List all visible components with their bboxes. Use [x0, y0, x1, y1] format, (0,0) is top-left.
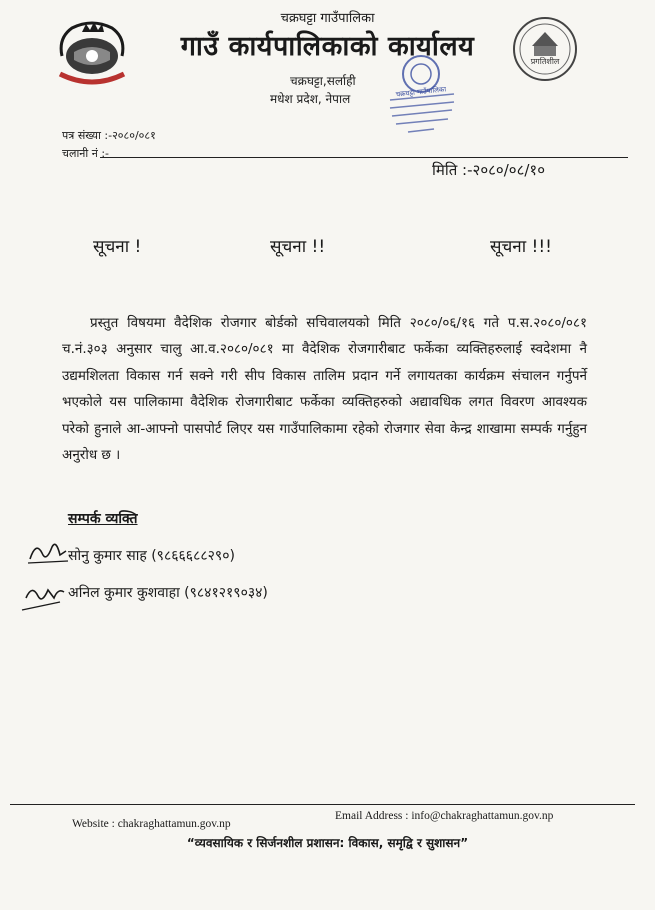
signature-2 [20, 578, 70, 612]
nepal-emblem-icon [52, 18, 132, 90]
contact-heading: सम्पर्क व्यक्ति [68, 511, 138, 527]
footer-website[interactable]: Website : chakraghattamun.gov.np [72, 818, 231, 830]
header-divider [100, 157, 628, 158]
office-stamp [382, 52, 460, 136]
office-title: गाउँ कार्यपालिकाको कार्यालय [180, 31, 475, 62]
address-line-2: मधेश प्रदेश, नेपाल [270, 92, 351, 106]
logo-text: प्रगतिशील [530, 57, 560, 66]
address-line-1: चक्रघट्टा,सर्लाही [290, 74, 356, 88]
notice-heading-2: सूचना !! [270, 237, 326, 257]
dispatch-number: चलानी नं :- [62, 147, 110, 160]
footer-email[interactable]: Email Address : info@chakraghattamun.gov.np [335, 810, 554, 822]
contact-person-1: सोनु कुमार साह (९८६६६८८२९०) [68, 548, 235, 564]
notice-heading-3: सूचना !!! [490, 237, 552, 257]
signature-1 [26, 537, 70, 567]
letter-date: मिति :-२०८०/०८/१० [432, 161, 546, 179]
letter-number: पत्र संख्या :-२०८०/०८१ [62, 129, 156, 142]
stamp-text: चक्रघट्टा गाउँपालिका [395, 85, 447, 99]
municipality-name: चक्रघट्टा गाउँपालिका [280, 11, 375, 26]
notice-body: प्रस्तुत विषयमा वैदेशिक रोजगार बोर्डको सचिवालयको मिति २०८०/०६/१६ गते प.स.२०८०/०८१ च.नं.३०३ अनुसार चालु आ.व.२०८०/०८१ मा वैदेशिक रोजगारीबाट फर्केका व्यक्तिहरुलाई स्वदेशमा नै उद्यमशिलता विकास गर्न सक्ने गरी सीप विकास तालिम प्रदान गर्ने लगायतका कार्यक्रम संचालन गर्नुपर्ने भएकोले यस पालिकामा वैदेशिक रोजगारीबाट फर्केका व्यक्तिहरुको अद्यावधिक लगत विवरण आवश्यक परेको हुनाले आ-आफ्नो पासपोर्ट लिएर यस गाउँपालिकामा रहेको रोजगार सेवा केन्द्र शाखामा सम्पर्क गर्नुहुन अनुरोध छ । [62, 315, 587, 464]
contact-person-2: अनिल कुमार कुशवाहा (९८४१२१९०३४) [68, 585, 268, 601]
footer-slogan: “व्यवसायिक र सिर्जनशील प्रशासन: विकास, समृद्वि र सुशासन” [186, 836, 469, 850]
municipality-logo [512, 16, 578, 82]
footer-divider [10, 804, 635, 805]
notice-heading-1: सूचना ! [93, 237, 142, 257]
